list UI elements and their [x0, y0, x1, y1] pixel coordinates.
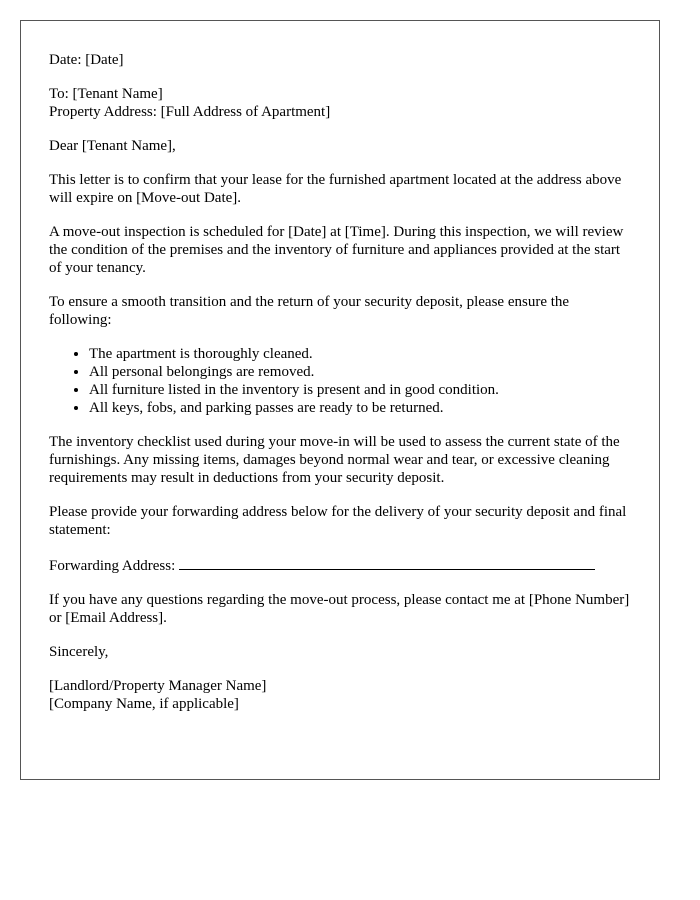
checklist-item: • The apartment is thoroughly cleaned. — [89, 345, 631, 363]
forwarding-address-label: Forwarding Address: — [49, 558, 176, 574]
signature-company: [Company Name, if applicable] — [49, 696, 239, 712]
date-line: Date: [Date] — [49, 52, 124, 68]
paragraph-inspection: A move-out inspection is scheduled for [Date] at [Time]. During this inspection, we will review the condition of the premises and the inventory of furniture and appliances provided at the start of your tenancy. — [49, 224, 624, 276]
paragraph-instructions: To ensure a smooth transition and the return of your security deposit, please ensure the following: — [49, 294, 570, 328]
paragraph-forwarding-request: Please provide your forwarding address below for the delivery of your security deposit and final statement: — [49, 504, 627, 538]
forwarding-address-blank[interactable] — [179, 555, 595, 570]
checklist — [49, 345, 631, 417]
paragraph-inventory: The inventory checklist used during your move-in will be used to assess the current state of the furnishings. Any missing items, damages beyond normal wear and tear, or excessive cleaning requirements may result in deductions from your security deposit. — [49, 434, 620, 486]
paragraph-contact: If you have any questions regarding the move-out process, please contact me at [Phone Number] or [Email Address]. — [49, 592, 630, 626]
paragraph-lease-confirmation: This letter is to confirm that your lease for the furnished apartment located at the address above will expire on [Move-out Date]. — [49, 172, 622, 206]
to-line: To: [Tenant Name] — [49, 86, 163, 102]
checklist-item: • All furniture listed in the inventory is present and in good condition. — [89, 381, 631, 399]
recipient-block — [49, 85, 631, 121]
closing: Sincerely, — [49, 644, 109, 660]
letter-page — [20, 20, 660, 780]
signature-name: [Landlord/Property Manager Name] — [49, 678, 267, 694]
checklist-item: • All keys, fobs, and parking passes are ready to be returned. — [89, 399, 631, 417]
checklist-item: • All personal belongings are removed. — [89, 363, 631, 381]
signature-block — [49, 677, 631, 713]
property-address-line: Property Address: [Full Address of Apartment] — [49, 104, 331, 120]
forwarding-address-row — [49, 555, 631, 575]
salutation: Dear [Tenant Name], — [49, 138, 176, 154]
